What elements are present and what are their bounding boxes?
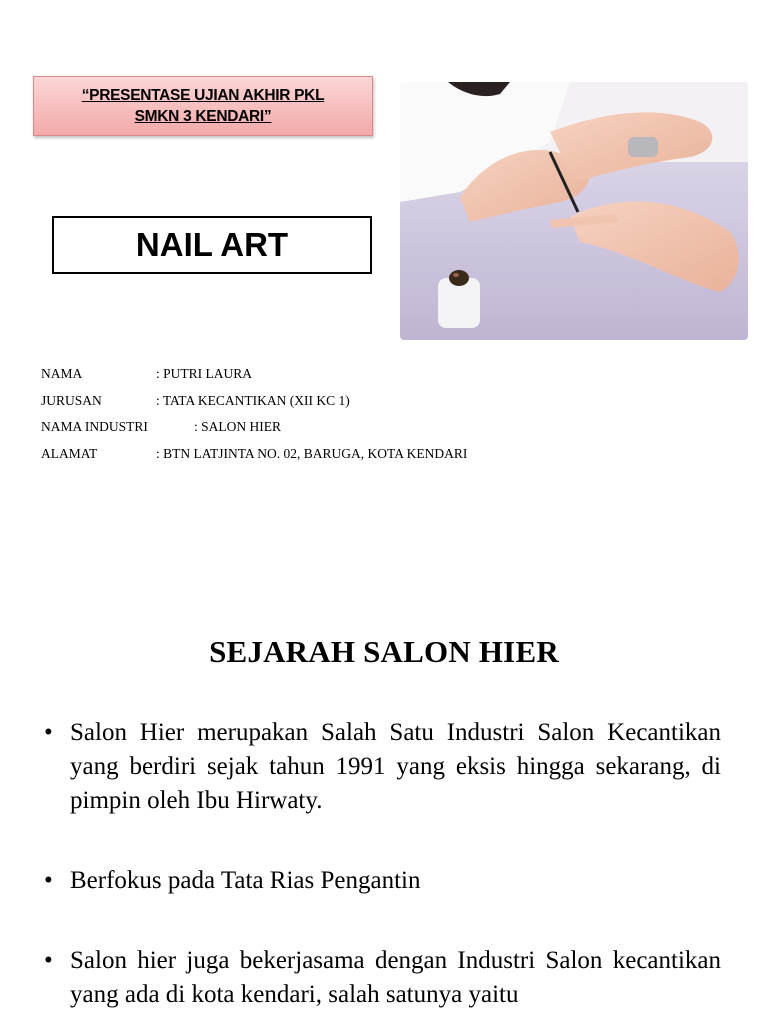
info-label: NAMA INDUSTRI <box>41 419 148 434</box>
bullet-item: • Salon Hier merupakan Salah Satu Industri Salon Kecantikan yang berdiri sejak tahun 1991 yang eksis hingga sekarang, di pimpin oleh Ibu Hirwaty. <box>44 716 721 818</box>
info-value: : BTN LATJINTA NO. 02, BARUGA, KOTA KENDARI <box>156 445 468 461</box>
slide-title: NAIL ART <box>52 216 372 274</box>
bullet-item: • Salon hier juga bekerjasama dengan Industri Salon kecantikan yang ada di kota kendari, salah satunya yaitu <box>44 944 721 1012</box>
section-title: SEJARAH SALON HIER <box>209 634 559 669</box>
info-label: ALAMAT <box>41 445 98 461</box>
slide-2 <box>0 512 768 1024</box>
info-label: JURUSAN <box>41 392 102 408</box>
info-value: : TATA KECANTIKAN (XII KC 1) <box>156 392 350 408</box>
nail-polish-photo <box>400 82 748 340</box>
presentation-banner <box>33 76 373 136</box>
info-value: : SALON HIER <box>194 419 281 434</box>
banner-line-2: SMKN 3 KENDARI” <box>134 108 272 125</box>
info-label: NAMA <box>41 366 83 381</box>
banner-line-1: “PRESENTASE UJIAN AKHIR PKL <box>81 87 325 104</box>
info-value: : PUTRI LAURA <box>156 366 253 381</box>
bullet-list <box>44 716 721 1012</box>
bullet-item: • Berfokus pada Tata Rias Pengantin <box>44 864 721 898</box>
